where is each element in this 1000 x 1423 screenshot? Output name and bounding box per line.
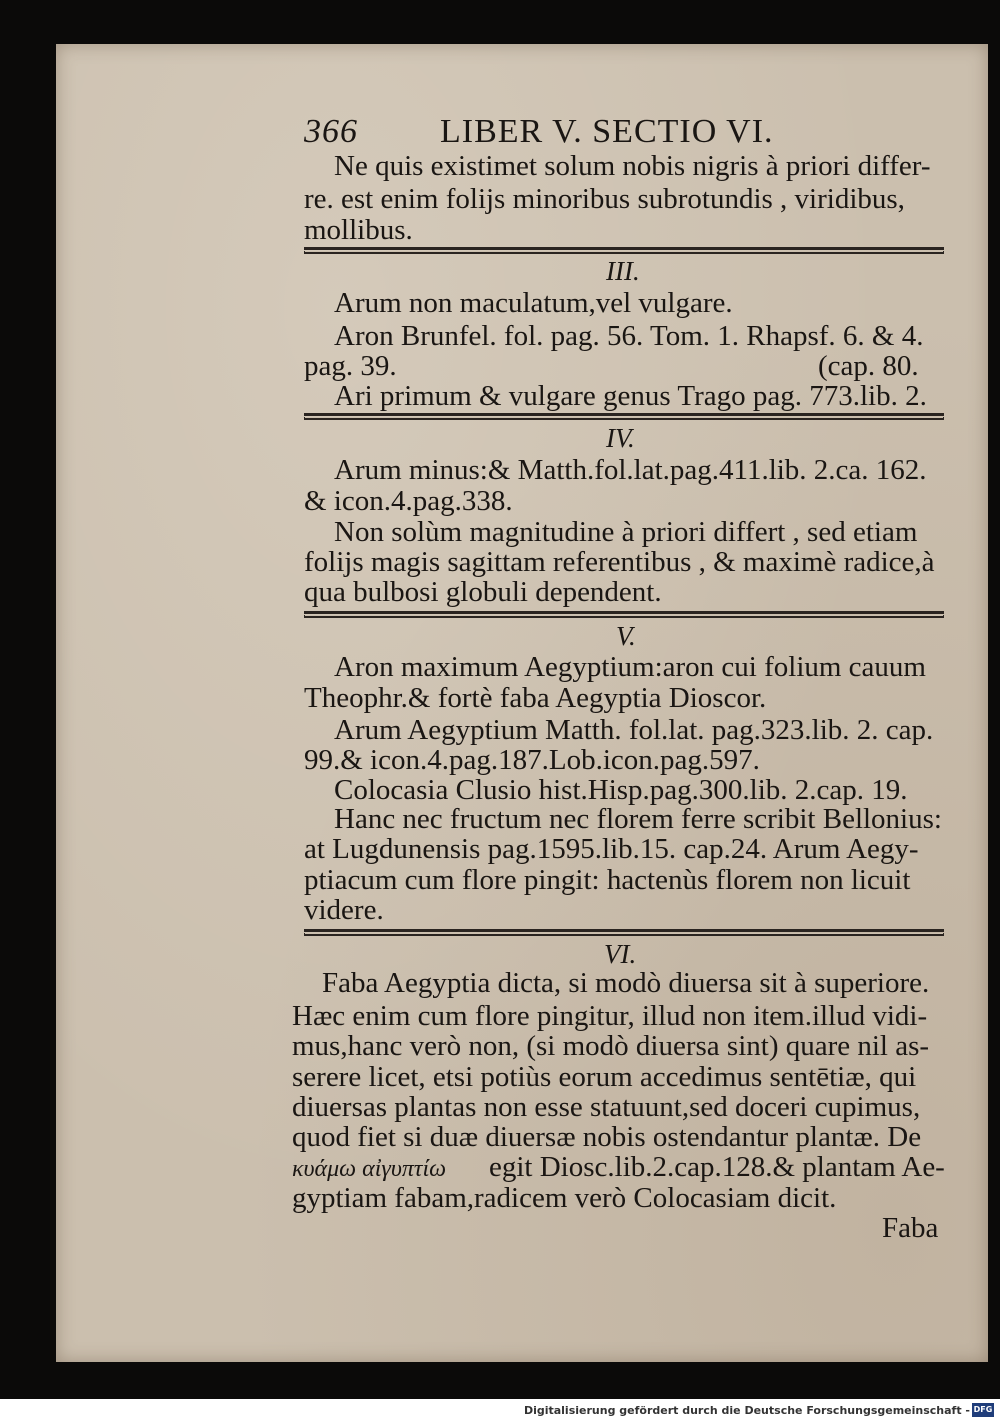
text-line: (cap. 80. bbox=[818, 350, 919, 382]
page-number: 366 bbox=[304, 113, 358, 150]
section-divider bbox=[304, 247, 944, 250]
text-line: mollibus. bbox=[304, 214, 413, 246]
funding-notice: Digitalisierung gefördert durch die Deutsche Forschungsgemeinschaft - bbox=[523, 1404, 970, 1417]
text-line: Theophr.& fortè faba Aegyptia Dioscor. bbox=[304, 682, 767, 714]
dfg-logo: DFG bbox=[972, 1403, 994, 1417]
section-number: V. bbox=[616, 621, 636, 651]
text-line: re. est enim folijs minoribus subrotundis , viridibus, bbox=[304, 183, 905, 215]
text-line: diuersas plantas non esse statuunt,sed doceri cupimus, bbox=[292, 1091, 921, 1123]
text-line: Colocasia Clusio hist.Hisp.pag.300.lib. 2.cap. 19. bbox=[334, 774, 908, 806]
text-line: at Lugdunensis pag.1595.lib.15. cap.24. Arum Aegy- bbox=[304, 833, 919, 865]
text-line: mus,hanc verò non, (si modò diuersa sint) quare nil as- bbox=[292, 1030, 930, 1062]
text-line: Arum non maculatum,vel vulgare. bbox=[334, 287, 733, 319]
text-line: Ari primum & vulgare genus Trago pag. 773.lib. 2. bbox=[334, 380, 927, 412]
section-divider bbox=[304, 929, 944, 932]
text-line: egit Diosc.lib.2.cap.128.& plantam Ae- bbox=[489, 1151, 945, 1183]
text-line: folijs magis sagittam referentibus , & maximè radice,à bbox=[304, 546, 935, 578]
text-line: Non solùm magnitudine à priori differt , sed etiam bbox=[334, 516, 918, 548]
text-line: qua bulbosi globuli dependent. bbox=[304, 576, 662, 608]
text-line: Arum Aegyptium Matth. fol.lat. pag.323.lib. 2. cap. bbox=[334, 714, 934, 746]
running-title: LIBER V. SECTIO VI. bbox=[440, 113, 774, 150]
text-line: serere licet, etsi potiùs eorum accedimus sentētiæ, qui bbox=[292, 1061, 917, 1093]
text-line: Arum minus:& Matth.fol.lat.pag.411.lib. 2.ca. 162. bbox=[334, 454, 927, 486]
text-line: pag. 39. bbox=[304, 350, 397, 382]
text-line: Hanc nec fructum nec florem ferre scribit Bellonius: bbox=[334, 803, 942, 835]
text-line: quod fiet si duæ diuersæ nobis ostendantur plantæ. De bbox=[292, 1121, 922, 1153]
text-line: Hæc enim cum flore pingitur, illud non item.illud vidi- bbox=[292, 1000, 928, 1032]
section-number: VI. bbox=[604, 939, 637, 969]
text-line: 99.& icon.4.pag.187.Lob.icon.pag.597. bbox=[304, 744, 760, 776]
text-line: Aron Brunfel. fol. pag. 56. Tom. 1. Rhapsf. 6. & 4. bbox=[334, 320, 924, 352]
catchword: Faba bbox=[882, 1212, 939, 1244]
section-divider bbox=[304, 611, 944, 614]
section-divider bbox=[304, 413, 944, 416]
text-line: & icon.4.pag.338. bbox=[304, 485, 513, 517]
text-line: gyptiam fabam,radicem verò Colocasiam dicit. bbox=[292, 1182, 837, 1214]
text-line: Faba Aegyptia dicta, si modò diuersa sit à superiore. bbox=[322, 967, 930, 999]
text-line: Ne quis existimet solum nobis nigris à priori differ- bbox=[334, 150, 931, 182]
text-line: ptiacum cum flore pingit: hactenùs florem non licuit bbox=[304, 864, 911, 896]
section-number: III. bbox=[606, 256, 640, 286]
greek-phrase: κυάμω αἰγυπτίω bbox=[292, 1156, 447, 1182]
text-line: videre. bbox=[304, 894, 384, 926]
text-line: Aron maximum Aegyptium:aron cui folium cauum bbox=[334, 651, 926, 683]
section-number: IV. bbox=[606, 423, 635, 453]
